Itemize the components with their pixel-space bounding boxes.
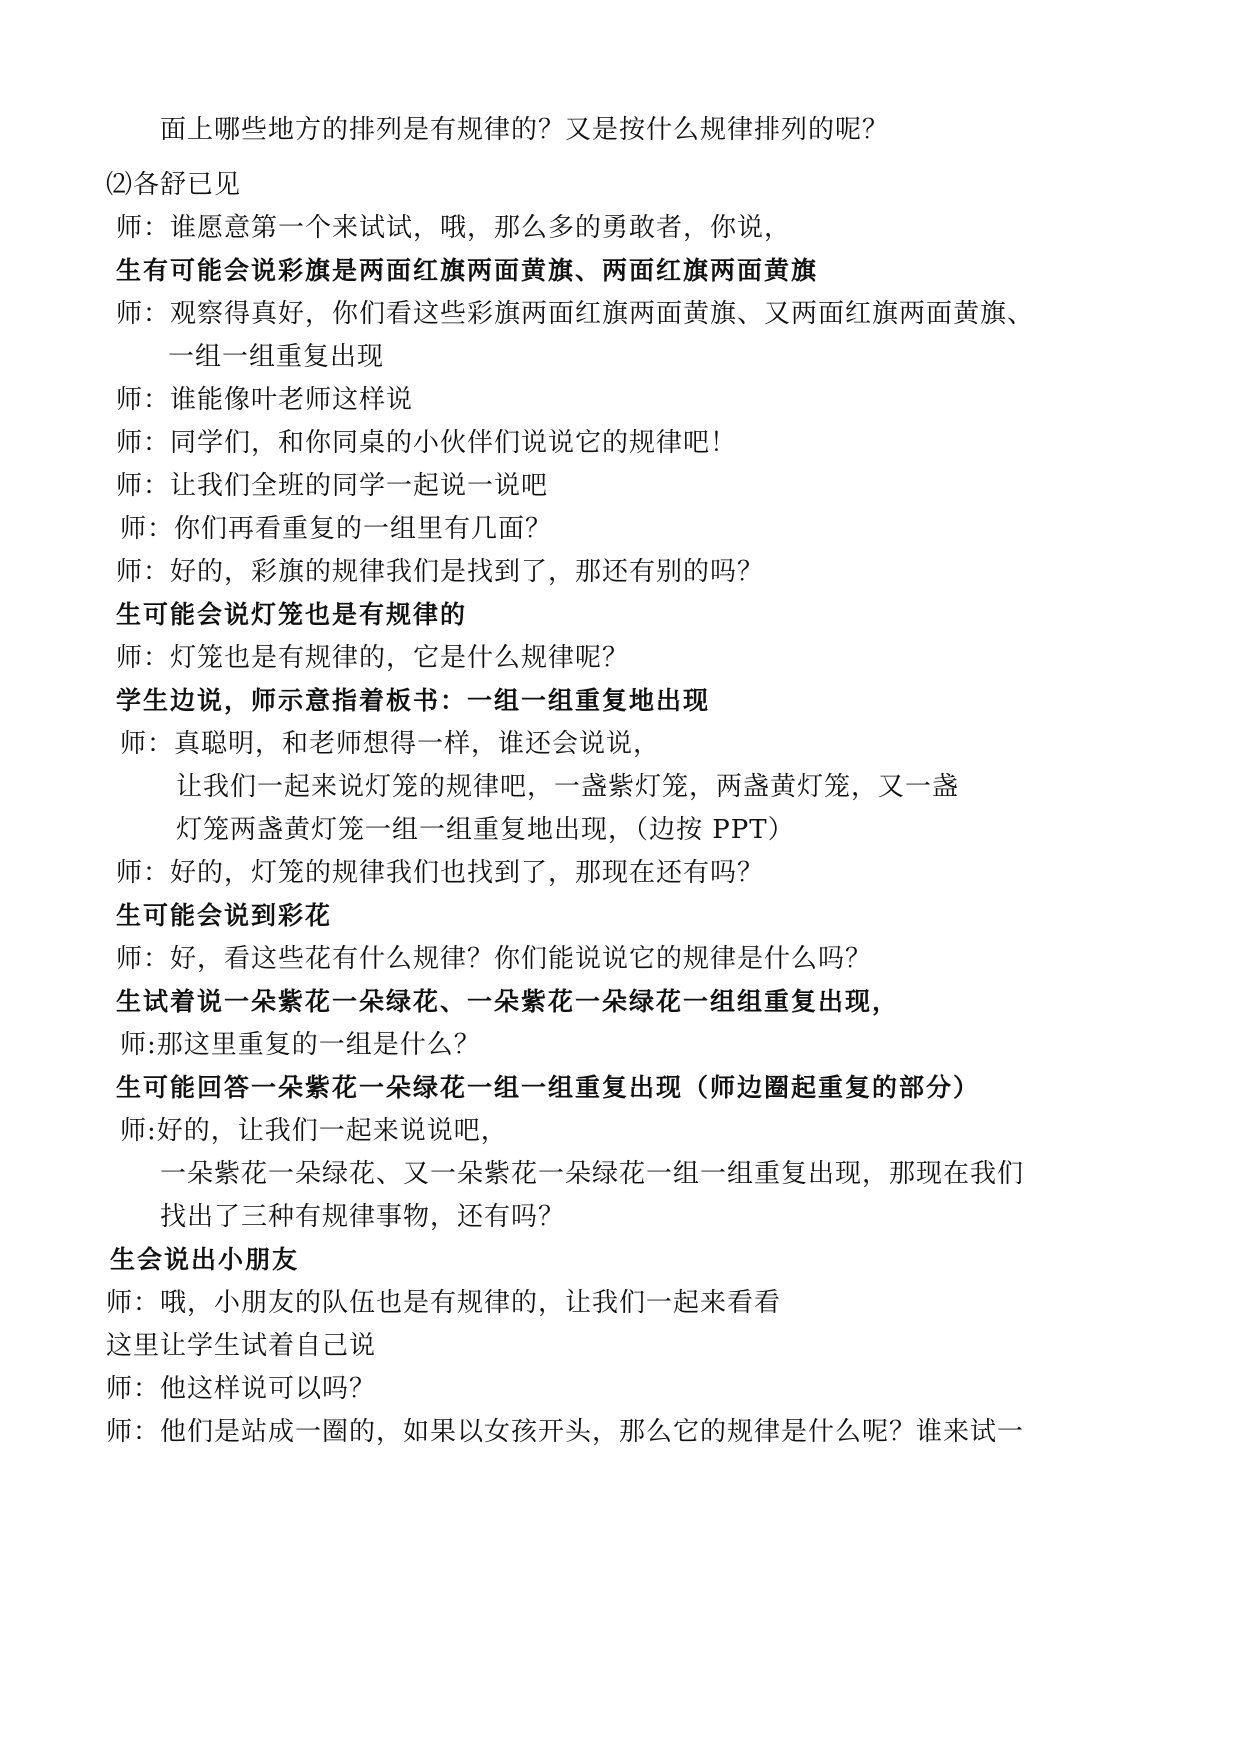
teacher-line: 师：灯笼也是有规律的，它是什么规律呢？ [116, 643, 630, 673]
section-heading: ⑵各舒已见 [106, 170, 242, 200]
continuation-line: 一组一组重复出现 [168, 342, 385, 372]
continuation-line: 找出了三种有规律事物，还有吗？ [160, 1202, 566, 1232]
teacher-line: 师：哦，小朋友的队伍也是有规律的，让我们一起来看看 [106, 1288, 782, 1318]
student-note: 生有可能会说彩旗是两面红旗两面黄旗、两面红旗两面黄旗 [116, 256, 819, 285]
teacher-line: 师：好，看这些花有什么规律？你们能说说它的规律是什么吗？ [116, 944, 873, 974]
teacher-line: 师：好的，彩旗的规律我们是找到了，那还有别的吗？ [116, 557, 765, 587]
teacher-line: 师：让我们全班的同学一起说一说吧 [116, 471, 549, 501]
teacher-line: 师：谁能像叶老师这样说 [116, 385, 414, 415]
teacher-line: 师：你们再看重复的一组里有几面？ [120, 514, 553, 544]
instruction-line: 这里让学生试着自己说 [106, 1331, 377, 1361]
text-line-1: 面上哪些地方的排列是有规律的？又是按什么规律排列的呢？ [160, 115, 890, 145]
student-note: 生可能回答一朵紫花一朵绿花一组一组重复出现（师边圈起重复的部分） [116, 1073, 981, 1102]
teacher-line: 师：谁愿意第一个来试试，哦，那么多的勇敢者，你说， [116, 213, 792, 243]
teacher-line: 师：观察得真好，你们看这些彩旗两面红旗两面黄旗、又两面红旗两面黄旗、 [116, 299, 1035, 329]
teacher-line: 师:那这里重复的一组是什么？ [120, 1030, 481, 1060]
teacher-line: 师：真聪明，和老师想得一样，谁还会说说， [120, 729, 661, 759]
continuation-line: 一朵紫花一朵绿花、又一朵紫花一朵绿花一组一组重复出现，那现在我们 [160, 1159, 1025, 1189]
teacher-line: 师：同学们，和你同桌的小伙伴们说说它的规律吧！ [116, 428, 738, 458]
student-note: 生会说出小朋友 [110, 1245, 300, 1274]
student-note: 学生边说，师示意指着板书：一组一组重复地出现 [116, 686, 711, 715]
teacher-line: 师：他们是站成一圈的，如果以女孩开头，那么它的规律是什么呢？谁来试一 [106, 1417, 1025, 1447]
continuation-line: 让我们一起来说灯笼的规律吧，一盏紫灯笼，两盏黄灯笼，又一盏 [176, 772, 960, 802]
continuation-line: 灯笼两盏黄灯笼一组一组重复地出现，（边按 PPT） [176, 815, 795, 845]
teacher-line: 师：好的，灯笼的规律我们也找到了，那现在还有吗？ [116, 858, 765, 888]
student-note: 生可能会说灯笼也是有规律的 [116, 600, 468, 629]
teacher-line: 师：他这样说可以吗？ [106, 1374, 377, 1404]
student-note: 生可能会说到彩花 [116, 901, 333, 930]
student-note: 生试着说一朵紫花一朵绿花、一朵紫花一朵绿花一组组重复出现， [116, 987, 900, 1016]
teacher-line: 师:好的，让我们一起来说说吧， [120, 1116, 508, 1146]
